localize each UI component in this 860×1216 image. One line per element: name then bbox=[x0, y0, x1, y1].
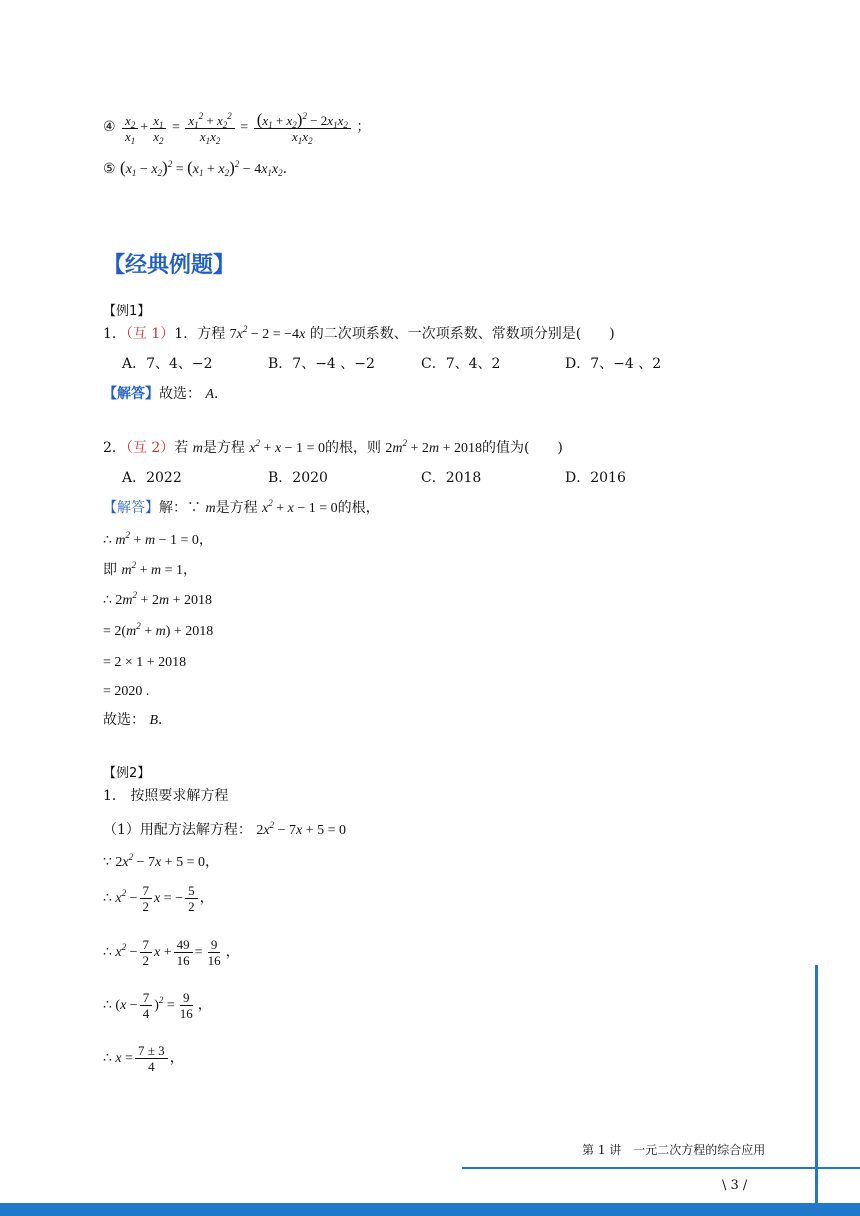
e2-step-3: ∴ $x^2$ − $\frac{7}{2}$ x + $\frac{49}{16}$ = $\frac{9}{16}$ ， bbox=[103, 937, 240, 968]
q2-answer-label: 【解答】 bbox=[103, 500, 159, 516]
question-2: 2．（互 2）若 m是方程 $x^2 + x - 1 = 0$的根，则 $2m^2 + 2m + 2018$的值为( ) bbox=[103, 438, 563, 456]
e2-step-5: ∴ x = $\frac{7 \pm 3}{4}$ ， bbox=[103, 1043, 184, 1074]
q2-conclusion: 故选： B． bbox=[103, 712, 173, 728]
page-number: \ 3 / bbox=[722, 1178, 748, 1193]
formula-4-tail: ； bbox=[356, 119, 371, 136]
formula-5-tail: ． bbox=[282, 161, 297, 177]
formula-5: ⑤ $(x_1 - x_2)^2 = (x_1 + x_2)^2 - 4x_1x_2$． bbox=[103, 158, 297, 178]
formula-4: ④ $\frac{x_2}{x_1}$ + $\frac{x_1}{x_2}$ = $\frac{x_1^2 + x_2^2}{x_1x_2}$ = $\frac{(x_1 + x_2)^2 - 2x_1x_2}{x_1x_2}$ ； bbox=[103, 110, 371, 146]
q2-step-6: = 2020 . bbox=[103, 684, 150, 699]
example-2-tag: 【例2】 bbox=[103, 766, 151, 781]
e2-step-1: ∵ $2x^2 - 7x + 5 = 0$， bbox=[103, 852, 220, 870]
footer-horizontal-rule bbox=[462, 1167, 860, 1169]
q2-step-2: 即 $m^2 + m = 1$， bbox=[103, 560, 198, 578]
footer-lecture-title: 第 1 讲 一元二次方程的综合应用 bbox=[582, 1143, 766, 1157]
q2-option-a[interactable]: A．2022 bbox=[122, 470, 182, 486]
q2-option-c[interactable]: C．2018 bbox=[421, 470, 482, 486]
e2-step-2: ∴ $x^2$ − $\frac{7}{2}$ x = − $\frac{5}{2}$ ， bbox=[103, 883, 214, 914]
question-2-source: （互 2） bbox=[125, 440, 175, 456]
q2-answer: 【解答】解：∵ m是方程 $x^2 + x - 1 = 0$的根， bbox=[103, 498, 380, 516]
e2-step-4: ∴ (x − $\frac{7}{4}$ )$^2$ = $\frac{9}{16}$ ， bbox=[103, 990, 212, 1021]
q2-option-b[interactable]: B．2020 bbox=[268, 470, 328, 486]
q1-option-c[interactable]: C．7、4、2 bbox=[421, 356, 501, 372]
q1-option-b[interactable]: B．7、−4 、−2 bbox=[268, 356, 375, 372]
section-title: 【经典例题】 bbox=[103, 253, 236, 278]
footer-bar bbox=[0, 1203, 860, 1216]
q1-answer-label: 【解答】 bbox=[103, 386, 159, 402]
q1-option-d[interactable]: D．7、−4 、2 bbox=[565, 356, 662, 372]
q2-option-d[interactable]: D．2016 bbox=[565, 470, 626, 486]
example-1-tag: 【例1】 bbox=[103, 304, 151, 319]
q2-step-5: = 2 × 1 + 2018 bbox=[103, 655, 187, 670]
question-1-source: （互 1） bbox=[125, 326, 175, 342]
formula-5-prefix: ⑤ bbox=[103, 161, 116, 177]
q2-step-3: ∴ $2m^2 + 2m + 2018$ bbox=[103, 590, 212, 608]
formula-4-prefix: ④ bbox=[103, 119, 116, 136]
q1-option-a[interactable]: A．7、4、−2 bbox=[122, 356, 213, 372]
question-1: 1．（互 1）1．方程 $7x^2 - 2 = -4x$ 的二次项系数、一次项系数、常数项分别是( ) bbox=[103, 324, 615, 342]
q2-step-1: ∴ $m^2 + m - 1 = 0$， bbox=[103, 530, 213, 548]
example-2-line-2: （1）用配方法解方程： $2x^2 - 7x + 5 = 0$ bbox=[103, 820, 347, 838]
q1-answer: 【解答】故选： A． bbox=[103, 386, 229, 402]
q2-step-4: = $2(m^2 + m) + 2018$ bbox=[103, 621, 214, 639]
example-2-line-1: 1． 按照要求解方程 bbox=[103, 788, 229, 804]
